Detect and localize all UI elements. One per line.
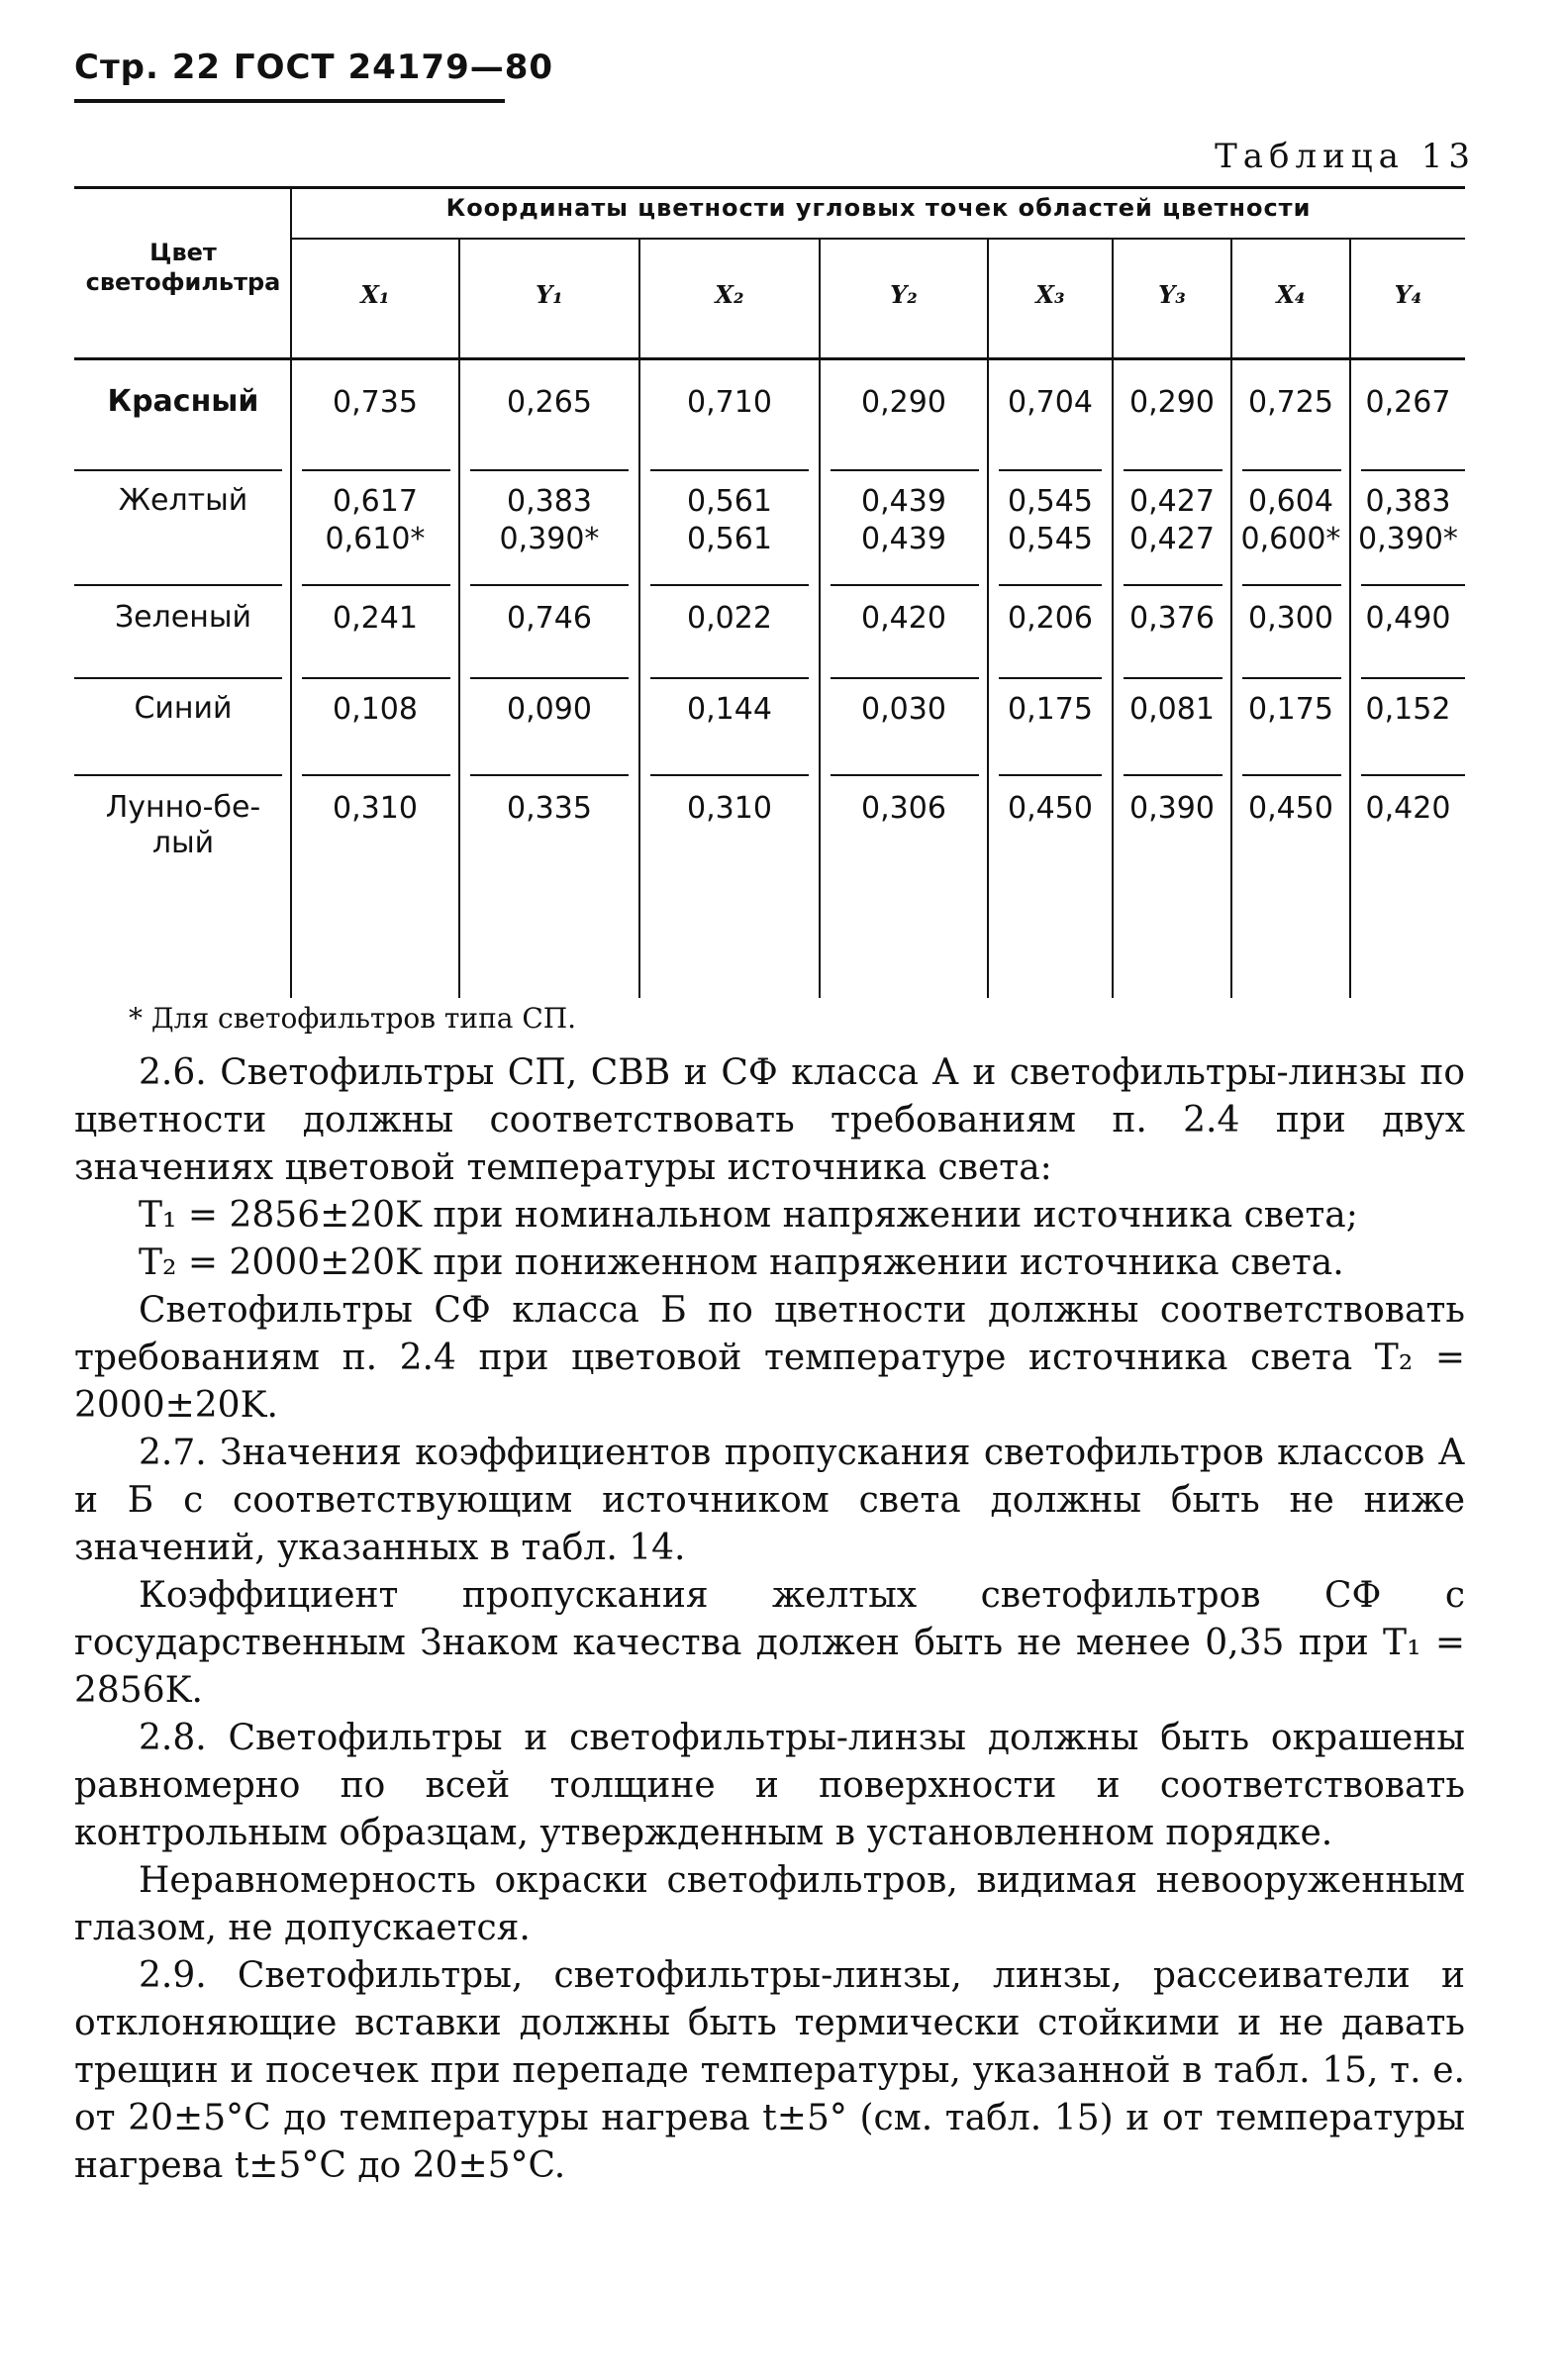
formula-t1: T₁ = 2856±20K при номинальном напряжении источника света;: [139, 1195, 1358, 1236]
table-cell: 0,265: [507, 385, 592, 420]
row-separator: [74, 677, 282, 679]
header-underline: [74, 99, 505, 103]
table-cell: 0,746: [507, 601, 592, 636]
table-cell: 0,383 0,390*: [499, 484, 600, 556]
row-separator: [470, 584, 629, 586]
table-cell: 0,561 0,561: [687, 484, 772, 556]
table-cell: 0,310: [333, 791, 418, 826]
row-separator: [650, 469, 809, 471]
table-cell: 0,376: [1129, 601, 1215, 636]
row-separator: [999, 774, 1102, 776]
table-cell: 0,030: [861, 692, 946, 727]
row-separator: [74, 774, 282, 776]
subheader-y1: Y₁: [536, 280, 563, 309]
row-color-name: Желтый: [118, 483, 248, 518]
table-top-rule: [74, 186, 1465, 189]
table-cell: 0,450: [1248, 791, 1333, 826]
table-caption: Таблица 13: [1215, 137, 1476, 176]
row-separator: [1242, 677, 1341, 679]
table-cell: 0,390: [1129, 791, 1215, 826]
row-color-name: Синий: [134, 691, 233, 726]
table-cell: 0,022: [687, 601, 772, 636]
row-separator: [302, 584, 450, 586]
table-header-rule: [74, 357, 1465, 360]
table-cell: 0,335: [507, 791, 592, 826]
subheader-y3: Y₃: [1158, 280, 1186, 309]
table-cell: 0,450: [1008, 791, 1093, 826]
row-separator: [1124, 774, 1223, 776]
paragraph-2-8: 2.8. Светофильтры и светофильтры-линзы должны быть окрашены равномерно по всей толщине и поверхности и соответствовать контрольным образцам, утвержденным в установленном порядке.: [74, 1718, 1465, 1853]
row-separator: [831, 774, 979, 776]
subheader-x2: X₂: [715, 280, 744, 309]
table-cell: 0,439 0,439: [861, 484, 946, 556]
table-cell: 0,604 0,600*: [1240, 484, 1341, 556]
row-separator: [999, 469, 1102, 471]
table-cell: 0,735: [333, 385, 418, 420]
coordinates-span-header: Координаты цветности угловых точек областей цветности: [445, 194, 1312, 222]
table-cell: 0,108: [333, 692, 418, 727]
table-cell: 0,267: [1365, 385, 1451, 420]
row-separator: [302, 677, 450, 679]
table-cell: 0,241: [333, 601, 418, 636]
subheader-y2: Y₂: [890, 280, 918, 309]
row-separator: [1361, 677, 1465, 679]
row-separator: [650, 677, 809, 679]
row-separator: [650, 584, 809, 586]
row-separator: [999, 677, 1102, 679]
paragraph-2-6-class-b: Светофильтры СФ класса Б по цветности должны соответствовать требованиям п. 2.4 при цветовой температуре источника света T₂ = 2000±20K.: [74, 1290, 1465, 1426]
table-cell: 0,725: [1248, 385, 1333, 420]
row-separator: [831, 677, 979, 679]
table-cell: 0,206: [1008, 601, 1093, 636]
table-cell: 0,290: [1129, 385, 1215, 420]
table-cell: 0,081: [1129, 692, 1215, 727]
paragraph-2-8-unevenness: Неравномерность окраски светофильтров, видимая невооруженным глазом, не допускается.: [74, 1860, 1465, 1948]
subheader-x1: X₁: [360, 280, 390, 309]
table-cell: 0,290: [861, 385, 946, 420]
body-text: [74, 1049, 1465, 2190]
page-header: Стр. 22 ГОСТ 24179—80: [74, 48, 554, 87]
row-separator: [74, 469, 282, 471]
table-cell: 0,704: [1008, 385, 1093, 420]
table-cell: 0,175: [1008, 692, 1093, 727]
row-separator: [1124, 584, 1223, 586]
row-color-name: Красный: [107, 384, 259, 419]
table-cell: 0,090: [507, 692, 592, 727]
paragraph-2-7-quality-mark: Коэффициент пропускания желтых светофильтров СФ с государственным Знаком качества должен быть не менее 0,35 при T₁ = 2856K.: [74, 1575, 1465, 1711]
row-separator: [650, 774, 809, 776]
row-separator: [831, 584, 979, 586]
row-separator: [1242, 469, 1341, 471]
color-column-header: Цвет светофильтра: [85, 239, 281, 296]
table-cell: 0,152: [1365, 692, 1451, 727]
row-color-name: Зеленый: [114, 600, 252, 635]
table-footnote: * Для светофильтров типа СП.: [129, 1002, 577, 1035]
row-separator: [470, 469, 629, 471]
paragraph-2-6: 2.6. Светофильтры СП, СВВ и СФ класса А и светофильтры-линзы по цветности должны соответствовать требованиям п. 2.4 при двух значениях цветовой температуры источника света:: [74, 1052, 1465, 1188]
row-separator: [1242, 584, 1341, 586]
row-separator: [302, 469, 450, 471]
table-cell: 0,144: [687, 692, 772, 727]
span-header-rule: [292, 238, 1465, 240]
table-cell: 0,420: [861, 601, 946, 636]
table-cell: 0,310: [687, 791, 772, 826]
table-cell: 0,710: [687, 385, 772, 420]
formula-t2: T₂ = 2000±20K при пониженном напряжении источника света.: [139, 1242, 1344, 1283]
table-cell: 0,490: [1365, 601, 1451, 636]
table-cell: 0,545 0,545: [1008, 484, 1093, 556]
row-separator: [1361, 469, 1465, 471]
paragraph-2-7: 2.7. Значения коэффициентов пропускания светофильтров классов А и Б с соответствующим источником света должны быть не ниже значений, указанных в табл. 14.: [74, 1433, 1465, 1568]
row-separator: [831, 469, 979, 471]
paragraph-2-9: 2.9. Светофильтры, светофильтры-линзы, линзы, рассеиватели и отклоняющие вставки должны быть термически стойкими и не давать трещин и посечек при перепаде температуры, указанной в табл. 15, т. е. от 20±5°C до температуры нагрева t±5° (см. табл. 15) и от температуры нагрева t±5°C до 20±5°C.: [74, 1955, 1465, 2186]
row-separator: [470, 677, 629, 679]
table-cell: 0,300: [1248, 601, 1333, 636]
table-cell: 0,427 0,427: [1129, 484, 1215, 556]
row-separator: [999, 584, 1102, 586]
table-cell: 0,175: [1248, 692, 1333, 727]
subheader-x3: X₃: [1035, 280, 1065, 309]
row-separator: [1124, 677, 1223, 679]
row-separator: [74, 584, 282, 586]
row-separator: [470, 774, 629, 776]
table-cell: 0,617 0,610*: [325, 484, 426, 556]
row-separator: [1361, 774, 1465, 776]
row-separator: [1124, 469, 1223, 471]
row-separator: [302, 774, 450, 776]
table-cell: 0,420: [1365, 791, 1451, 826]
subheader-x4: X₄: [1276, 280, 1306, 309]
table-cell: 0,383 0,390*: [1358, 484, 1458, 556]
subheader-y4: Y₄: [1394, 280, 1422, 309]
row-separator: [1242, 774, 1341, 776]
table-cell: 0,306: [861, 791, 946, 826]
row-color-name: Лунно-бе- лый: [105, 790, 261, 860]
row-separator: [1361, 584, 1465, 586]
